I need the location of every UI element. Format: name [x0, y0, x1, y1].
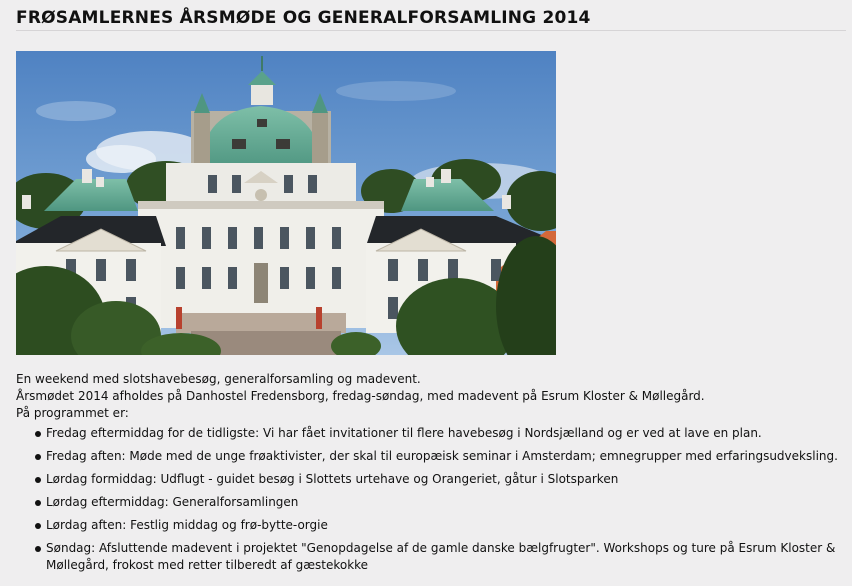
list-item-text: Fredag aften: Møde med de unge frøaktivister, der skal til europæisk seminar i Amsterdam; emnegrupper med erfaringsudveksling. [46, 449, 838, 463]
bullet-icon [35, 500, 41, 506]
bullet-icon [35, 546, 41, 552]
list-item-text: Fredag eftermiddag for de tidligste: Vi har fået invitationer til flere havebesøg i Nordsjælland og er ved at lave en plan. [46, 426, 762, 440]
palace-photo [16, 51, 556, 355]
intro-line: En weekend med slotshavebesøg, generalforsamling og madevent. [16, 372, 421, 386]
bullet-icon [35, 431, 41, 437]
page [16, 0, 846, 572]
intro-line: Årsmødet 2014 afholdes på Danhostel Fredensborg, fredag-søndag, med madevent på Esrum Kloster & Møllegård. [16, 389, 705, 403]
list-item [46, 540, 846, 574]
list-item-text: Lørdag aften: Festlig middag og frø-bytte-orgie [46, 518, 328, 532]
bullet-icon [35, 523, 41, 529]
list-item [46, 471, 846, 488]
list-item-text: Lørdag eftermiddag: Generalforsamlingen [46, 495, 299, 509]
list-item [46, 517, 846, 534]
list-item [46, 494, 846, 511]
list-item-text: Lørdag formiddag: Udflugt - guidet besøg i Slottets urtehave og Orangeriet, gåtur i Slotsparken [46, 472, 619, 486]
bullet-icon [35, 477, 41, 483]
programme-list [16, 425, 846, 574]
bullet-icon [35, 454, 41, 460]
list-item [46, 448, 846, 465]
page-title: FRØSAMLERNES ÅRSMØDE OG GENERALFORSAMLING 2014 [16, 0, 846, 31]
palace-illustration [16, 51, 556, 355]
list-item-text: Søndag: Afsluttende madevent i projektet "Genopdagelse af de gamle danske bælgfrugter". Workshops og ture på Esrum Kloster & Møllegård, frokost med retter tilberedt af gæstekokke [46, 541, 836, 572]
event-description [16, 371, 846, 580]
programme-heading: På programmet er: [16, 406, 129, 420]
list-item [46, 425, 846, 442]
